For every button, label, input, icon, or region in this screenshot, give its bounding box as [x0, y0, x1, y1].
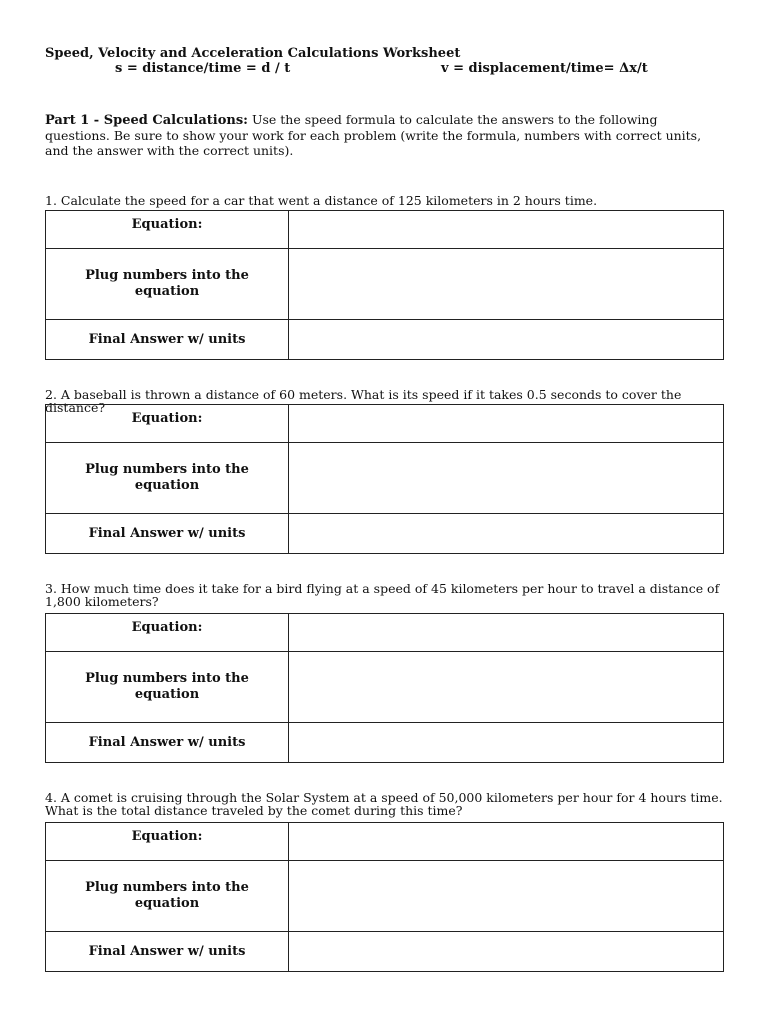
worksheet-title: Speed, Velocity and Acceleration Calculations Worksheet — [45, 46, 461, 61]
equation-answer-cell[interactable] — [289, 405, 724, 443]
plug-numbers-answer-cell[interactable] — [289, 443, 724, 514]
question-4: 4. A comet is cruising through the Solar System at a speed of 50,000 kilometers per hour for 4 hours time. What is the total distance traveled by the comet during this time? — [45, 790, 723, 818]
header — [45, 46, 735, 77]
equation-answer-cell[interactable] — [289, 614, 724, 652]
question-2: 2. A baseball is thrown a distance of 60 meters. What is its speed if it takes 0.5 seconds to cover the distance? — [45, 387, 682, 415]
final-answer-cell[interactable] — [289, 932, 724, 972]
plug-numbers-label: Plug numbers into the equation — [46, 652, 289, 723]
final-answer-label: Final Answer w/ units — [46, 514, 289, 554]
final-answer-cell[interactable] — [289, 320, 724, 360]
equation-answer-cell[interactable] — [289, 211, 724, 249]
plug-numbers-answer-cell[interactable] — [289, 652, 724, 723]
equation-answer-cell[interactable] — [289, 823, 724, 861]
plug-numbers-answer-cell[interactable] — [289, 861, 724, 932]
formula-row — [45, 61, 735, 77]
question-1: 1. Calculate the speed for a car that went a distance of 125 kilometers in 2 hours time. — [45, 193, 598, 208]
answer-table-3 — [45, 613, 724, 763]
final-answer-label: Final Answer w/ units — [46, 932, 289, 972]
plug-numbers-answer-cell[interactable] — [289, 249, 724, 320]
equation-label: Equation: — [46, 614, 289, 652]
question-3: 3. How much time does it take for a bird flying at a speed of 45 kilometers per hour to travel a distance of 1,800 kilometers? — [45, 581, 720, 609]
plug-numbers-label: Plug numbers into the equation — [46, 443, 289, 514]
plug-numbers-label: Plug numbers into the equation — [46, 861, 289, 932]
velocity-formula: v = displacement/time= Δx/t — [441, 61, 648, 76]
final-answer-label: Final Answer w/ units — [46, 723, 289, 763]
equation-label: Equation: — [46, 211, 289, 249]
final-answer-cell[interactable] — [289, 514, 724, 554]
final-answer-label: Final Answer w/ units — [46, 320, 289, 360]
answer-table-4 — [45, 822, 724, 972]
answer-table-2 — [45, 404, 724, 554]
speed-formula: s = distance/time = d / t — [115, 61, 291, 76]
equation-label: Equation: — [46, 823, 289, 861]
final-answer-cell[interactable] — [289, 723, 724, 763]
instructions — [45, 112, 725, 158]
answer-table-1 — [45, 210, 724, 360]
part-heading: Part 1 - Speed Calculations: — [45, 113, 248, 128]
plug-numbers-label: Plug numbers into the equation — [46, 249, 289, 320]
instructions-text: Use the speed formula to calculate the answers to the following questions. Be sure to show your work for each problem (write the formula, numbers with correct units, and the answer with the correct units). — [45, 112, 702, 158]
equation-label: Equation: — [46, 405, 289, 443]
